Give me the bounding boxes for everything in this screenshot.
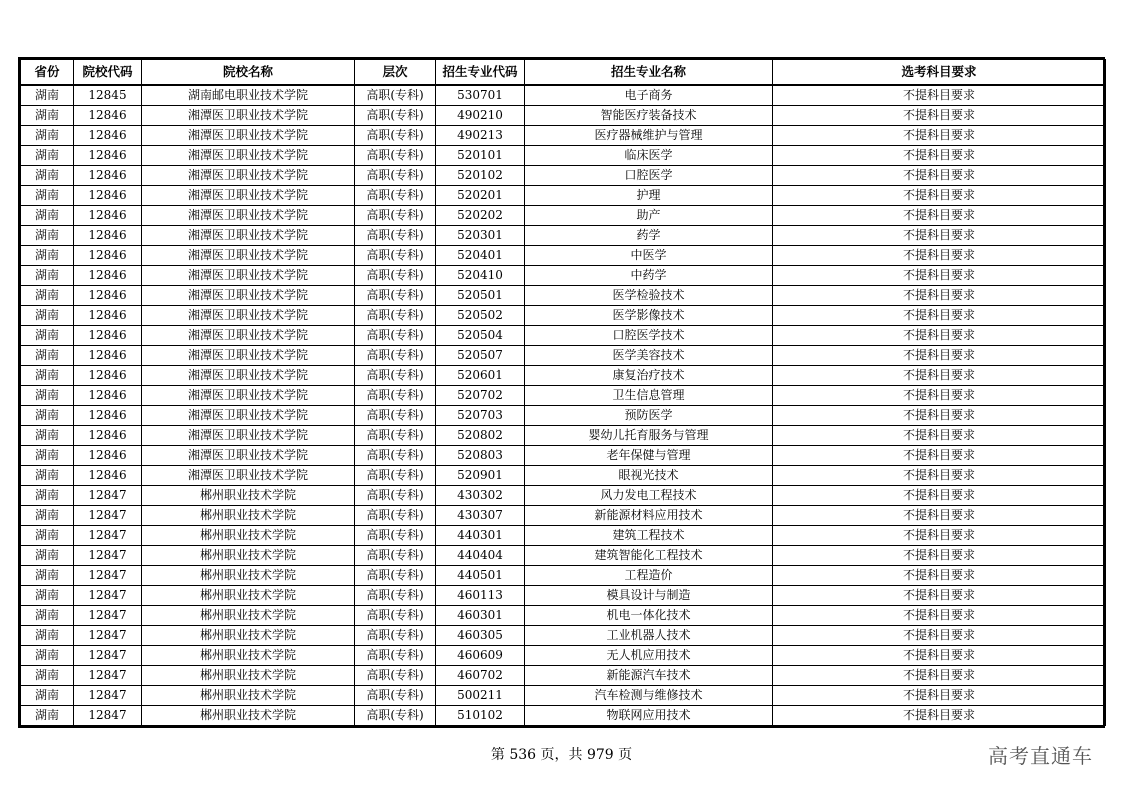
cell-level: 高职(专科)	[355, 346, 436, 366]
cell-province: 湖南	[21, 586, 74, 606]
cell-level: 高职(专科)	[355, 106, 436, 126]
cell-major-code: 520102	[436, 166, 525, 186]
cell-province: 湖南	[21, 306, 74, 326]
table-header-row	[21, 60, 1106, 86]
table-row	[21, 546, 1106, 566]
cell-subject-requirement: 不提科目要求	[773, 686, 1106, 706]
table-row	[21, 206, 1106, 226]
cell-school-name: 湘潭医卫职业技术学院	[142, 286, 355, 306]
page-footer	[0, 744, 1123, 764]
cell-school-name: 湘潭医卫职业技术学院	[142, 106, 355, 126]
cell-level: 高职(专科)	[355, 386, 436, 406]
cell-major-name: 口腔医学技术	[525, 326, 773, 346]
cell-level: 高职(专科)	[355, 286, 436, 306]
cell-school-name: 郴州职业技术学院	[142, 566, 355, 586]
cell-subject-requirement: 不提科目要求	[773, 706, 1106, 726]
cell-level: 高职(专科)	[355, 426, 436, 446]
cell-school-name: 郴州职业技术学院	[142, 546, 355, 566]
cell-school-name: 郴州职业技术学院	[142, 486, 355, 506]
cell-level: 高职(专科)	[355, 506, 436, 526]
cell-province: 湖南	[21, 366, 74, 386]
cell-major-code: 460702	[436, 666, 525, 686]
table-row	[21, 186, 1106, 206]
cell-subject-requirement: 不提科目要求	[773, 666, 1106, 686]
cell-major-name: 电子商务	[525, 85, 773, 106]
cell-major-name: 智能医疗装备技术	[525, 106, 773, 126]
cell-province: 湖南	[21, 346, 74, 366]
cell-school-code: 12847	[74, 486, 142, 506]
cell-school-name: 湘潭医卫职业技术学院	[142, 446, 355, 466]
cell-major-code: 500211	[436, 686, 525, 706]
cell-school-code: 12846	[74, 186, 142, 206]
cell-level: 高职(专科)	[355, 226, 436, 246]
cell-school-code: 12846	[74, 406, 142, 426]
cell-major-name: 老年保健与管理	[525, 446, 773, 466]
table-row	[21, 466, 1106, 486]
table-row	[21, 626, 1106, 646]
cell-province: 湖南	[21, 506, 74, 526]
cell-school-code: 12847	[74, 586, 142, 606]
cell-major-name: 医疗器械维护与管理	[525, 126, 773, 146]
cell-major-name: 口腔医学	[525, 166, 773, 186]
cell-major-name: 眼视光技术	[525, 466, 773, 486]
cell-subject-requirement: 不提科目要求	[773, 206, 1106, 226]
header-school-name: 院校名称	[142, 60, 355, 86]
admission-table	[20, 59, 1106, 726]
cell-subject-requirement: 不提科目要求	[773, 626, 1106, 646]
cell-level: 高职(专科)	[355, 626, 436, 646]
cell-major-name: 药学	[525, 226, 773, 246]
cell-major-name: 工业机器人技术	[525, 626, 773, 646]
cell-school-name: 郴州职业技术学院	[142, 686, 355, 706]
table-row	[21, 286, 1106, 306]
cell-major-name: 模具设计与制造	[525, 586, 773, 606]
cell-subject-requirement: 不提科目要求	[773, 366, 1106, 386]
cell-school-name: 湘潭医卫职业技术学院	[142, 166, 355, 186]
table-row	[21, 606, 1106, 626]
cell-school-code: 12846	[74, 226, 142, 246]
cell-province: 湖南	[21, 546, 74, 566]
table-row	[21, 126, 1106, 146]
cell-school-code: 12846	[74, 126, 142, 146]
cell-school-code: 12846	[74, 106, 142, 126]
table-row	[21, 426, 1106, 446]
cell-subject-requirement: 不提科目要求	[773, 286, 1106, 306]
cell-level: 高职(专科)	[355, 266, 436, 286]
cell-subject-requirement: 不提科目要求	[773, 426, 1106, 446]
cell-province: 湖南	[21, 446, 74, 466]
cell-level: 高职(专科)	[355, 146, 436, 166]
cell-level: 高职(专科)	[355, 326, 436, 346]
cell-subject-requirement: 不提科目要求	[773, 546, 1106, 566]
cell-major-name: 中医学	[525, 246, 773, 266]
header-level: 层次	[355, 60, 436, 86]
cell-school-name: 湘潭医卫职业技术学院	[142, 226, 355, 246]
cell-school-code: 12847	[74, 666, 142, 686]
cell-subject-requirement: 不提科目要求	[773, 646, 1106, 666]
cell-school-name: 郴州职业技术学院	[142, 646, 355, 666]
table-row	[21, 446, 1106, 466]
cell-major-code: 520101	[436, 146, 525, 166]
cell-school-code: 12847	[74, 606, 142, 626]
cell-level: 高职(专科)	[355, 606, 436, 626]
cell-subject-requirement: 不提科目要求	[773, 486, 1106, 506]
cell-level: 高职(专科)	[355, 526, 436, 546]
cell-major-code: 430307	[436, 506, 525, 526]
cell-level: 高职(专科)	[355, 646, 436, 666]
header-province: 省份	[21, 60, 74, 86]
cell-school-code: 12847	[74, 686, 142, 706]
admission-table-container	[18, 57, 1105, 728]
cell-province: 湖南	[21, 166, 74, 186]
cell-major-code: 520601	[436, 366, 525, 386]
cell-school-name: 郴州职业技术学院	[142, 706, 355, 726]
cell-province: 湖南	[21, 326, 74, 346]
cell-level: 高职(专科)	[355, 126, 436, 146]
cell-province: 湖南	[21, 426, 74, 446]
cell-school-code: 12846	[74, 346, 142, 366]
cell-level: 高职(专科)	[355, 366, 436, 386]
table-row	[21, 106, 1106, 126]
cell-school-code: 12847	[74, 526, 142, 546]
cell-subject-requirement: 不提科目要求	[773, 146, 1106, 166]
cell-subject-requirement: 不提科目要求	[773, 226, 1106, 246]
cell-school-name: 湘潭医卫职业技术学院	[142, 366, 355, 386]
cell-school-name: 郴州职业技术学院	[142, 506, 355, 526]
cell-major-code: 490210	[436, 106, 525, 126]
table-row	[21, 666, 1106, 686]
cell-school-code: 12846	[74, 386, 142, 406]
cell-school-code: 12846	[74, 146, 142, 166]
cell-province: 湖南	[21, 486, 74, 506]
cell-subject-requirement: 不提科目要求	[773, 346, 1106, 366]
cell-school-name: 湖南邮电职业技术学院	[142, 85, 355, 106]
cell-level: 高职(专科)	[355, 306, 436, 326]
table-row	[21, 406, 1106, 426]
cell-province: 湖南	[21, 226, 74, 246]
cell-level: 高职(专科)	[355, 466, 436, 486]
cell-major-code: 460301	[436, 606, 525, 626]
cell-province: 湖南	[21, 686, 74, 706]
cell-province: 湖南	[21, 566, 74, 586]
cell-level: 高职(专科)	[355, 446, 436, 466]
cell-major-name: 新能源汽车技术	[525, 666, 773, 686]
cell-level: 高职(专科)	[355, 206, 436, 226]
cell-school-code: 12846	[74, 286, 142, 306]
cell-school-name: 湘潭医卫职业技术学院	[142, 126, 355, 146]
cell-school-code: 12845	[74, 85, 142, 106]
cell-school-name: 湘潭医卫职业技术学院	[142, 386, 355, 406]
cell-major-code: 490213	[436, 126, 525, 146]
table-row	[21, 386, 1106, 406]
cell-major-code: 520501	[436, 286, 525, 306]
cell-level: 高职(专科)	[355, 406, 436, 426]
cell-subject-requirement: 不提科目要求	[773, 266, 1106, 286]
cell-major-code: 440404	[436, 546, 525, 566]
cell-level: 高职(专科)	[355, 566, 436, 586]
header-subject-requirement: 选考科目要求	[773, 60, 1106, 86]
cell-school-code: 12846	[74, 246, 142, 266]
cell-school-name: 湘潭医卫职业技术学院	[142, 306, 355, 326]
cell-province: 湖南	[21, 606, 74, 626]
cell-major-name: 护理	[525, 186, 773, 206]
cell-subject-requirement: 不提科目要求	[773, 526, 1106, 546]
cell-major-code: 520702	[436, 386, 525, 406]
cell-school-name: 湘潭医卫职业技术学院	[142, 426, 355, 446]
cell-major-name: 建筑智能化工程技术	[525, 546, 773, 566]
cell-school-name: 湘潭医卫职业技术学院	[142, 246, 355, 266]
cell-school-name: 湘潭医卫职业技术学院	[142, 466, 355, 486]
watermark-text: 高考直通车	[988, 744, 1093, 768]
cell-school-name: 郴州职业技术学院	[142, 606, 355, 626]
cell-school-code: 12847	[74, 626, 142, 646]
cell-major-name: 中药学	[525, 266, 773, 286]
cell-school-code: 12846	[74, 466, 142, 486]
cell-province: 湖南	[21, 206, 74, 226]
cell-school-name: 湘潭医卫职业技术学院	[142, 266, 355, 286]
table-body	[21, 85, 1106, 726]
table-row	[21, 646, 1106, 666]
cell-subject-requirement: 不提科目要求	[773, 306, 1106, 326]
cell-school-name: 湘潭医卫职业技术学院	[142, 406, 355, 426]
cell-major-code: 520802	[436, 426, 525, 446]
cell-level: 高职(专科)	[355, 546, 436, 566]
table-row	[21, 366, 1106, 386]
cell-province: 湖南	[21, 466, 74, 486]
cell-province: 湖南	[21, 406, 74, 426]
cell-school-name: 郴州职业技术学院	[142, 666, 355, 686]
cell-province: 湖南	[21, 646, 74, 666]
cell-major-code: 460305	[436, 626, 525, 646]
table-row	[21, 686, 1106, 706]
cell-major-code: 520301	[436, 226, 525, 246]
cell-province: 湖南	[21, 126, 74, 146]
cell-school-code: 12846	[74, 426, 142, 446]
table-row	[21, 146, 1106, 166]
cell-school-code: 12847	[74, 506, 142, 526]
cell-major-code: 520703	[436, 406, 525, 426]
cell-major-code: 520901	[436, 466, 525, 486]
table-row	[21, 226, 1106, 246]
cell-school-name: 湘潭医卫职业技术学院	[142, 206, 355, 226]
cell-major-code: 520803	[436, 446, 525, 466]
cell-subject-requirement: 不提科目要求	[773, 246, 1106, 266]
cell-school-code: 12847	[74, 646, 142, 666]
cell-school-name: 郴州职业技术学院	[142, 526, 355, 546]
cell-major-code: 520401	[436, 246, 525, 266]
cell-subject-requirement: 不提科目要求	[773, 106, 1106, 126]
cell-major-name: 医学检验技术	[525, 286, 773, 306]
header-school-code: 院校代码	[74, 60, 142, 86]
header-major-name: 招生专业名称	[525, 60, 773, 86]
cell-school-name: 湘潭医卫职业技术学院	[142, 346, 355, 366]
cell-school-code: 12847	[74, 546, 142, 566]
cell-major-name: 新能源材料应用技术	[525, 506, 773, 526]
cell-major-name: 医学影像技术	[525, 306, 773, 326]
header-major-code: 招生专业代码	[436, 60, 525, 86]
cell-major-code: 440501	[436, 566, 525, 586]
cell-province: 湖南	[21, 286, 74, 306]
cell-school-code: 12846	[74, 266, 142, 286]
cell-major-name: 卫生信息管理	[525, 386, 773, 406]
cell-subject-requirement: 不提科目要求	[773, 586, 1106, 606]
cell-school-code: 12847	[74, 566, 142, 586]
cell-subject-requirement: 不提科目要求	[773, 466, 1106, 486]
cell-level: 高职(专科)	[355, 246, 436, 266]
cell-major-name: 婴幼儿托育服务与管理	[525, 426, 773, 446]
cell-school-name: 湘潭医卫职业技术学院	[142, 326, 355, 346]
cell-major-name: 助产	[525, 206, 773, 226]
cell-province: 湖南	[21, 85, 74, 106]
cell-major-code: 520202	[436, 206, 525, 226]
cell-school-code: 12846	[74, 306, 142, 326]
table-row	[21, 346, 1106, 366]
table-row	[21, 586, 1106, 606]
cell-subject-requirement: 不提科目要求	[773, 326, 1106, 346]
cell-school-code: 12846	[74, 366, 142, 386]
cell-major-code: 440301	[436, 526, 525, 546]
cell-level: 高职(专科)	[355, 586, 436, 606]
table-row	[21, 306, 1106, 326]
cell-level: 高职(专科)	[355, 666, 436, 686]
cell-subject-requirement: 不提科目要求	[773, 566, 1106, 586]
cell-major-code: 520507	[436, 346, 525, 366]
cell-major-code: 520201	[436, 186, 525, 206]
cell-major-name: 物联网应用技术	[525, 706, 773, 726]
cell-province: 湖南	[21, 706, 74, 726]
cell-level: 高职(专科)	[355, 486, 436, 506]
cell-school-code: 12846	[74, 326, 142, 346]
cell-subject-requirement: 不提科目要求	[773, 166, 1106, 186]
cell-province: 湖南	[21, 146, 74, 166]
cell-major-name: 康复治疗技术	[525, 366, 773, 386]
cell-school-code: 12846	[74, 206, 142, 226]
cell-school-name: 郴州职业技术学院	[142, 626, 355, 646]
cell-level: 高职(专科)	[355, 706, 436, 726]
table-row	[21, 166, 1106, 186]
cell-school-code: 12847	[74, 706, 142, 726]
cell-major-code: 430302	[436, 486, 525, 506]
cell-major-code: 530701	[436, 85, 525, 106]
cell-level: 高职(专科)	[355, 166, 436, 186]
cell-major-name: 机电一体化技术	[525, 606, 773, 626]
cell-major-name: 无人机应用技术	[525, 646, 773, 666]
table-row	[21, 266, 1106, 286]
cell-level: 高职(专科)	[355, 85, 436, 106]
cell-major-code: 520410	[436, 266, 525, 286]
table-row	[21, 85, 1106, 106]
cell-school-name: 郴州职业技术学院	[142, 586, 355, 606]
cell-major-name: 工程造价	[525, 566, 773, 586]
cell-province: 湖南	[21, 186, 74, 206]
cell-subject-requirement: 不提科目要求	[773, 606, 1106, 626]
cell-major-name: 预防医学	[525, 406, 773, 426]
table-row	[21, 246, 1106, 266]
page-number-text: 第 536 页，共 979 页	[490, 747, 633, 763]
cell-major-code: 460609	[436, 646, 525, 666]
cell-major-name: 风力发电工程技术	[525, 486, 773, 506]
cell-major-name: 临床医学	[525, 146, 773, 166]
cell-school-code: 12846	[74, 166, 142, 186]
table-row	[21, 706, 1106, 726]
cell-major-name: 建筑工程技术	[525, 526, 773, 546]
cell-major-name: 汽车检测与维修技术	[525, 686, 773, 706]
cell-school-name: 湘潭医卫职业技术学院	[142, 186, 355, 206]
cell-major-code: 510102	[436, 706, 525, 726]
cell-subject-requirement: 不提科目要求	[773, 186, 1106, 206]
cell-subject-requirement: 不提科目要求	[773, 386, 1106, 406]
cell-school-code: 12846	[74, 446, 142, 466]
table-row	[21, 486, 1106, 506]
cell-level: 高职(专科)	[355, 686, 436, 706]
cell-province: 湖南	[21, 386, 74, 406]
cell-level: 高职(专科)	[355, 186, 436, 206]
cell-province: 湖南	[21, 666, 74, 686]
table-row	[21, 326, 1106, 346]
cell-province: 湖南	[21, 526, 74, 546]
cell-province: 湖南	[21, 106, 74, 126]
cell-major-code: 520504	[436, 326, 525, 346]
cell-subject-requirement: 不提科目要求	[773, 446, 1106, 466]
table-row	[21, 526, 1106, 546]
cell-subject-requirement: 不提科目要求	[773, 126, 1106, 146]
cell-subject-requirement: 不提科目要求	[773, 406, 1106, 426]
table-row	[21, 506, 1106, 526]
cell-major-code: 520502	[436, 306, 525, 326]
table-row	[21, 566, 1106, 586]
cell-subject-requirement: 不提科目要求	[773, 85, 1106, 106]
cell-major-code: 460113	[436, 586, 525, 606]
cell-province: 湖南	[21, 246, 74, 266]
cell-subject-requirement: 不提科目要求	[773, 506, 1106, 526]
cell-province: 湖南	[21, 626, 74, 646]
cell-province: 湖南	[21, 266, 74, 286]
cell-school-name: 湘潭医卫职业技术学院	[142, 146, 355, 166]
cell-major-name: 医学美容技术	[525, 346, 773, 366]
